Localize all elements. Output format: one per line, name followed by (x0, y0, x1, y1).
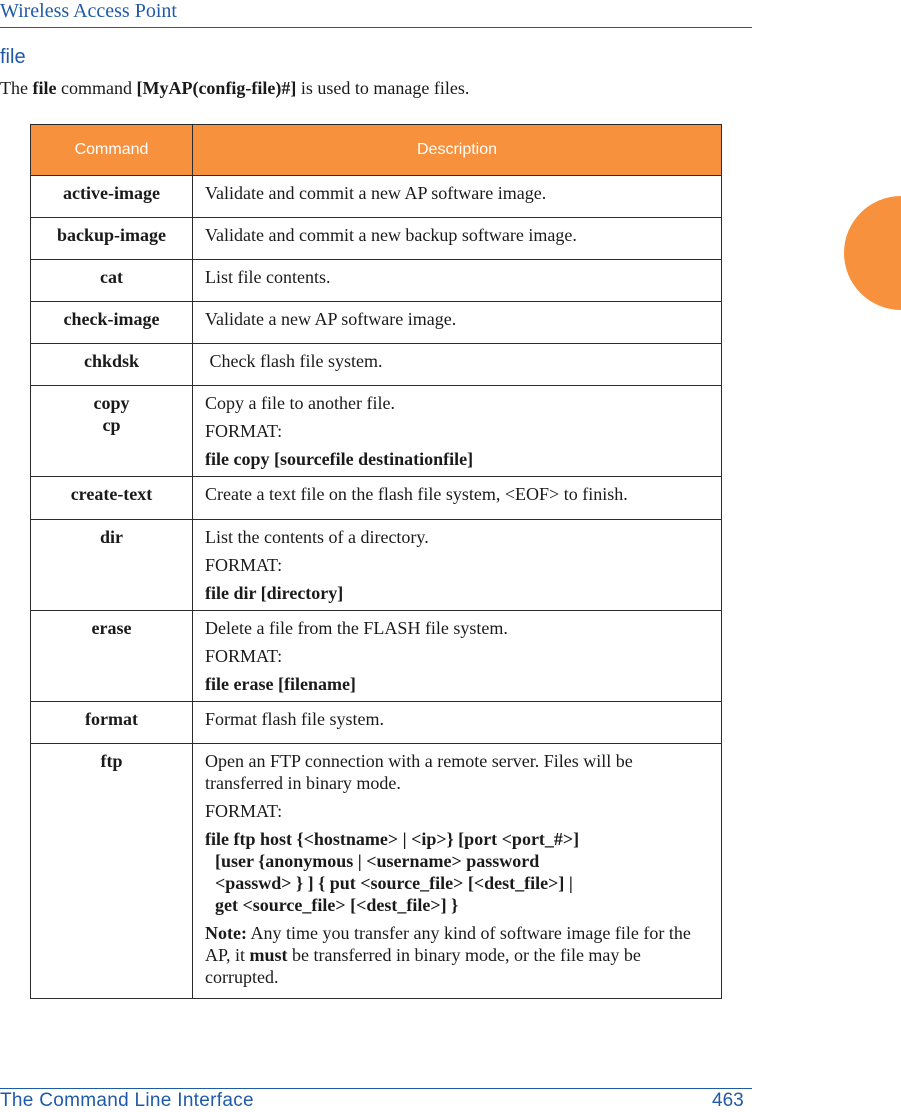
format-syntax-line-3: <passwd> } ] { put <source_file> [<dest_file>] | (215, 873, 573, 893)
command-name: erase (31, 611, 193, 702)
command-description (193, 611, 722, 702)
command-description: List file contents. (193, 260, 722, 302)
table-row (31, 302, 722, 344)
command-description: Validate a new AP software image. (193, 302, 722, 344)
command-name-cell (31, 386, 193, 477)
command-description (193, 344, 722, 386)
command-name: copy (93, 393, 130, 413)
format-label: FORMAT: (205, 421, 283, 441)
table-row (31, 386, 722, 477)
note-text (205, 922, 709, 988)
note-pre: Any time you transfer any kind of software image file for the AP, it (205, 923, 691, 965)
command-table (30, 124, 722, 999)
command-name: cat (31, 260, 193, 302)
intro-paragraph (0, 78, 469, 99)
intro-cmd: file (32, 78, 57, 98)
format-syntax: file copy [sourcefile destinationfile] (205, 449, 474, 469)
table-row (31, 702, 722, 744)
table-row (31, 520, 722, 611)
intro-mid: command (56, 78, 137, 98)
command-name: check-image (31, 302, 193, 344)
intro-post: is used to manage files. (296, 78, 470, 98)
description-text: List the contents of a directory. (205, 527, 429, 547)
table-row (31, 477, 722, 520)
command-name: format (31, 702, 193, 744)
command-alias: cp (102, 415, 121, 435)
note-post: be transferred in binary mode, or the file may be corrupted. (205, 945, 641, 987)
table-row (31, 744, 722, 999)
note-label: Note: (205, 923, 247, 943)
command-name: dir (31, 520, 193, 611)
description-text: Copy a file to another file. (205, 393, 395, 413)
table-header-row (31, 125, 722, 176)
format-syntax-line-1: file ftp host {<hostname> | <ip>} [port <port_#>] (205, 829, 580, 849)
command-description: Create a text file on the flash file system, <EOF> to finish. (193, 477, 722, 520)
section-title: file (0, 46, 26, 68)
format-syntax: file erase [filename] (205, 674, 356, 694)
column-header-description: Description (193, 125, 722, 176)
description-text: Open an FTP connection with a remote server. Files will be transferred in binary mode. (205, 751, 633, 793)
footer-chapter-title: The Command Line Interface (0, 1090, 254, 1111)
table-row (31, 344, 722, 386)
command-description: Validate and commit a new AP software image. (193, 176, 722, 218)
command-description (193, 520, 722, 611)
command-name: active-image (31, 176, 193, 218)
format-label: FORMAT: (205, 801, 283, 821)
table-row (31, 176, 722, 218)
intro-pre: The (0, 78, 33, 98)
format-syntax-line-2: [user {anonymous | <username> password (215, 851, 540, 871)
header-rule (0, 27, 752, 28)
command-description (193, 386, 722, 477)
description-text: Delete a file from the FLASH file system. (205, 618, 508, 638)
command-description (193, 744, 722, 999)
command-description: Validate and commit a new backup software image. (193, 218, 722, 260)
page-number: 463 (712, 1090, 744, 1111)
column-header-command: Command (31, 125, 193, 176)
table-row (31, 218, 722, 260)
note-emphasis: must (249, 945, 288, 965)
command-name: ftp (31, 744, 193, 999)
command-description-text: Check flash file system. (209, 351, 383, 371)
table-row (31, 260, 722, 302)
format-label: FORMAT: (205, 646, 283, 666)
command-name: backup-image (31, 218, 193, 260)
format-syntax: file dir [directory] (205, 583, 344, 603)
table-row (31, 611, 722, 702)
chapter-tab-marker (844, 196, 901, 310)
command-name: chkdsk (31, 344, 193, 386)
footer-rule (0, 1088, 752, 1089)
command-description: Format flash file system. (193, 702, 722, 744)
format-label: FORMAT: (205, 555, 283, 575)
format-syntax-line-4: get <source_file> [<dest_file>] } (215, 895, 459, 915)
running-header-title: Wireless Access Point (0, 0, 177, 22)
command-name: create-text (31, 477, 193, 520)
intro-prompt: [MyAP(config-file)#] (136, 78, 297, 98)
